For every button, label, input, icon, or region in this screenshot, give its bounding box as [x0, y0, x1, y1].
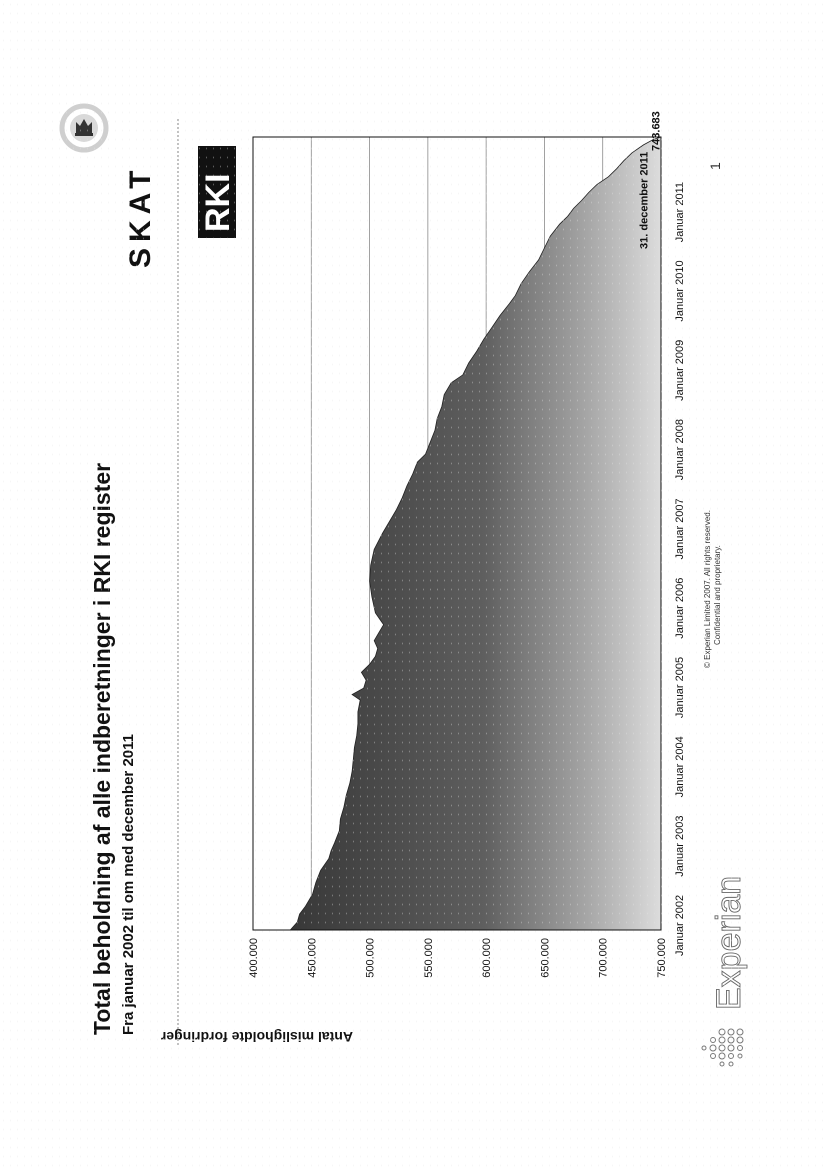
rki-area-chart — [248, 111, 686, 978]
crown-icon — [62, 106, 106, 150]
x-tick-label: Januar 2004 — [674, 736, 686, 798]
annotation-date: 31. december 2011 — [638, 151, 651, 249]
y-tick-label: 550.000 — [422, 938, 435, 978]
y-tick-label: 400.000 — [248, 938, 260, 978]
area-series — [290, 137, 661, 930]
copyright-line1: © Experian Limited 2007. All rights reserved. — [703, 510, 712, 668]
page-subtitle: Fra januar 2002 til om med december 2011 — [120, 734, 137, 1035]
x-tick-label: Januar 2010 — [674, 260, 686, 322]
x-tick-label: Januar 2008 — [674, 419, 686, 481]
y-tick-label: 600.000 — [481, 938, 494, 978]
page-number: 1 — [707, 162, 723, 170]
experian-logo — [702, 876, 748, 1066]
skat-logo: SKAT — [124, 164, 157, 268]
y-tick-label: 650.000 — [539, 938, 552, 978]
x-tick-label: Januar 2003 — [674, 815, 686, 877]
x-tick-label: Januar 2005 — [674, 656, 686, 719]
y-tick-label: 500.000 — [364, 938, 377, 978]
experian-logo-text: Experian — [710, 875, 748, 1010]
y-tick-label: 700.000 — [597, 938, 610, 978]
rki-logo-text: RKI — [199, 173, 237, 232]
y-tick-label: 750.000 — [656, 938, 668, 978]
experian-dots-icon — [702, 1029, 743, 1066]
annotation-value: 743.683 — [650, 111, 663, 151]
x-tick-label: Januar 2009 — [674, 339, 686, 401]
rki-logo — [198, 146, 237, 238]
x-tick-label: Januar 2006 — [674, 577, 686, 639]
x-tick-label: Januar 2002 — [674, 894, 686, 956]
x-tick-label: Januar 2007 — [674, 498, 686, 560]
y-tick-label: 450.000 — [306, 938, 319, 978]
x-tick-label: Januar 2011 — [674, 181, 686, 243]
page-title: Total beholdning af alle indberetninger i RKI register — [89, 462, 115, 1035]
y-axis-label: Antal misligholdte fordringer — [160, 1029, 353, 1045]
copyright-line2: Confidential and proprietary. — [713, 545, 722, 645]
